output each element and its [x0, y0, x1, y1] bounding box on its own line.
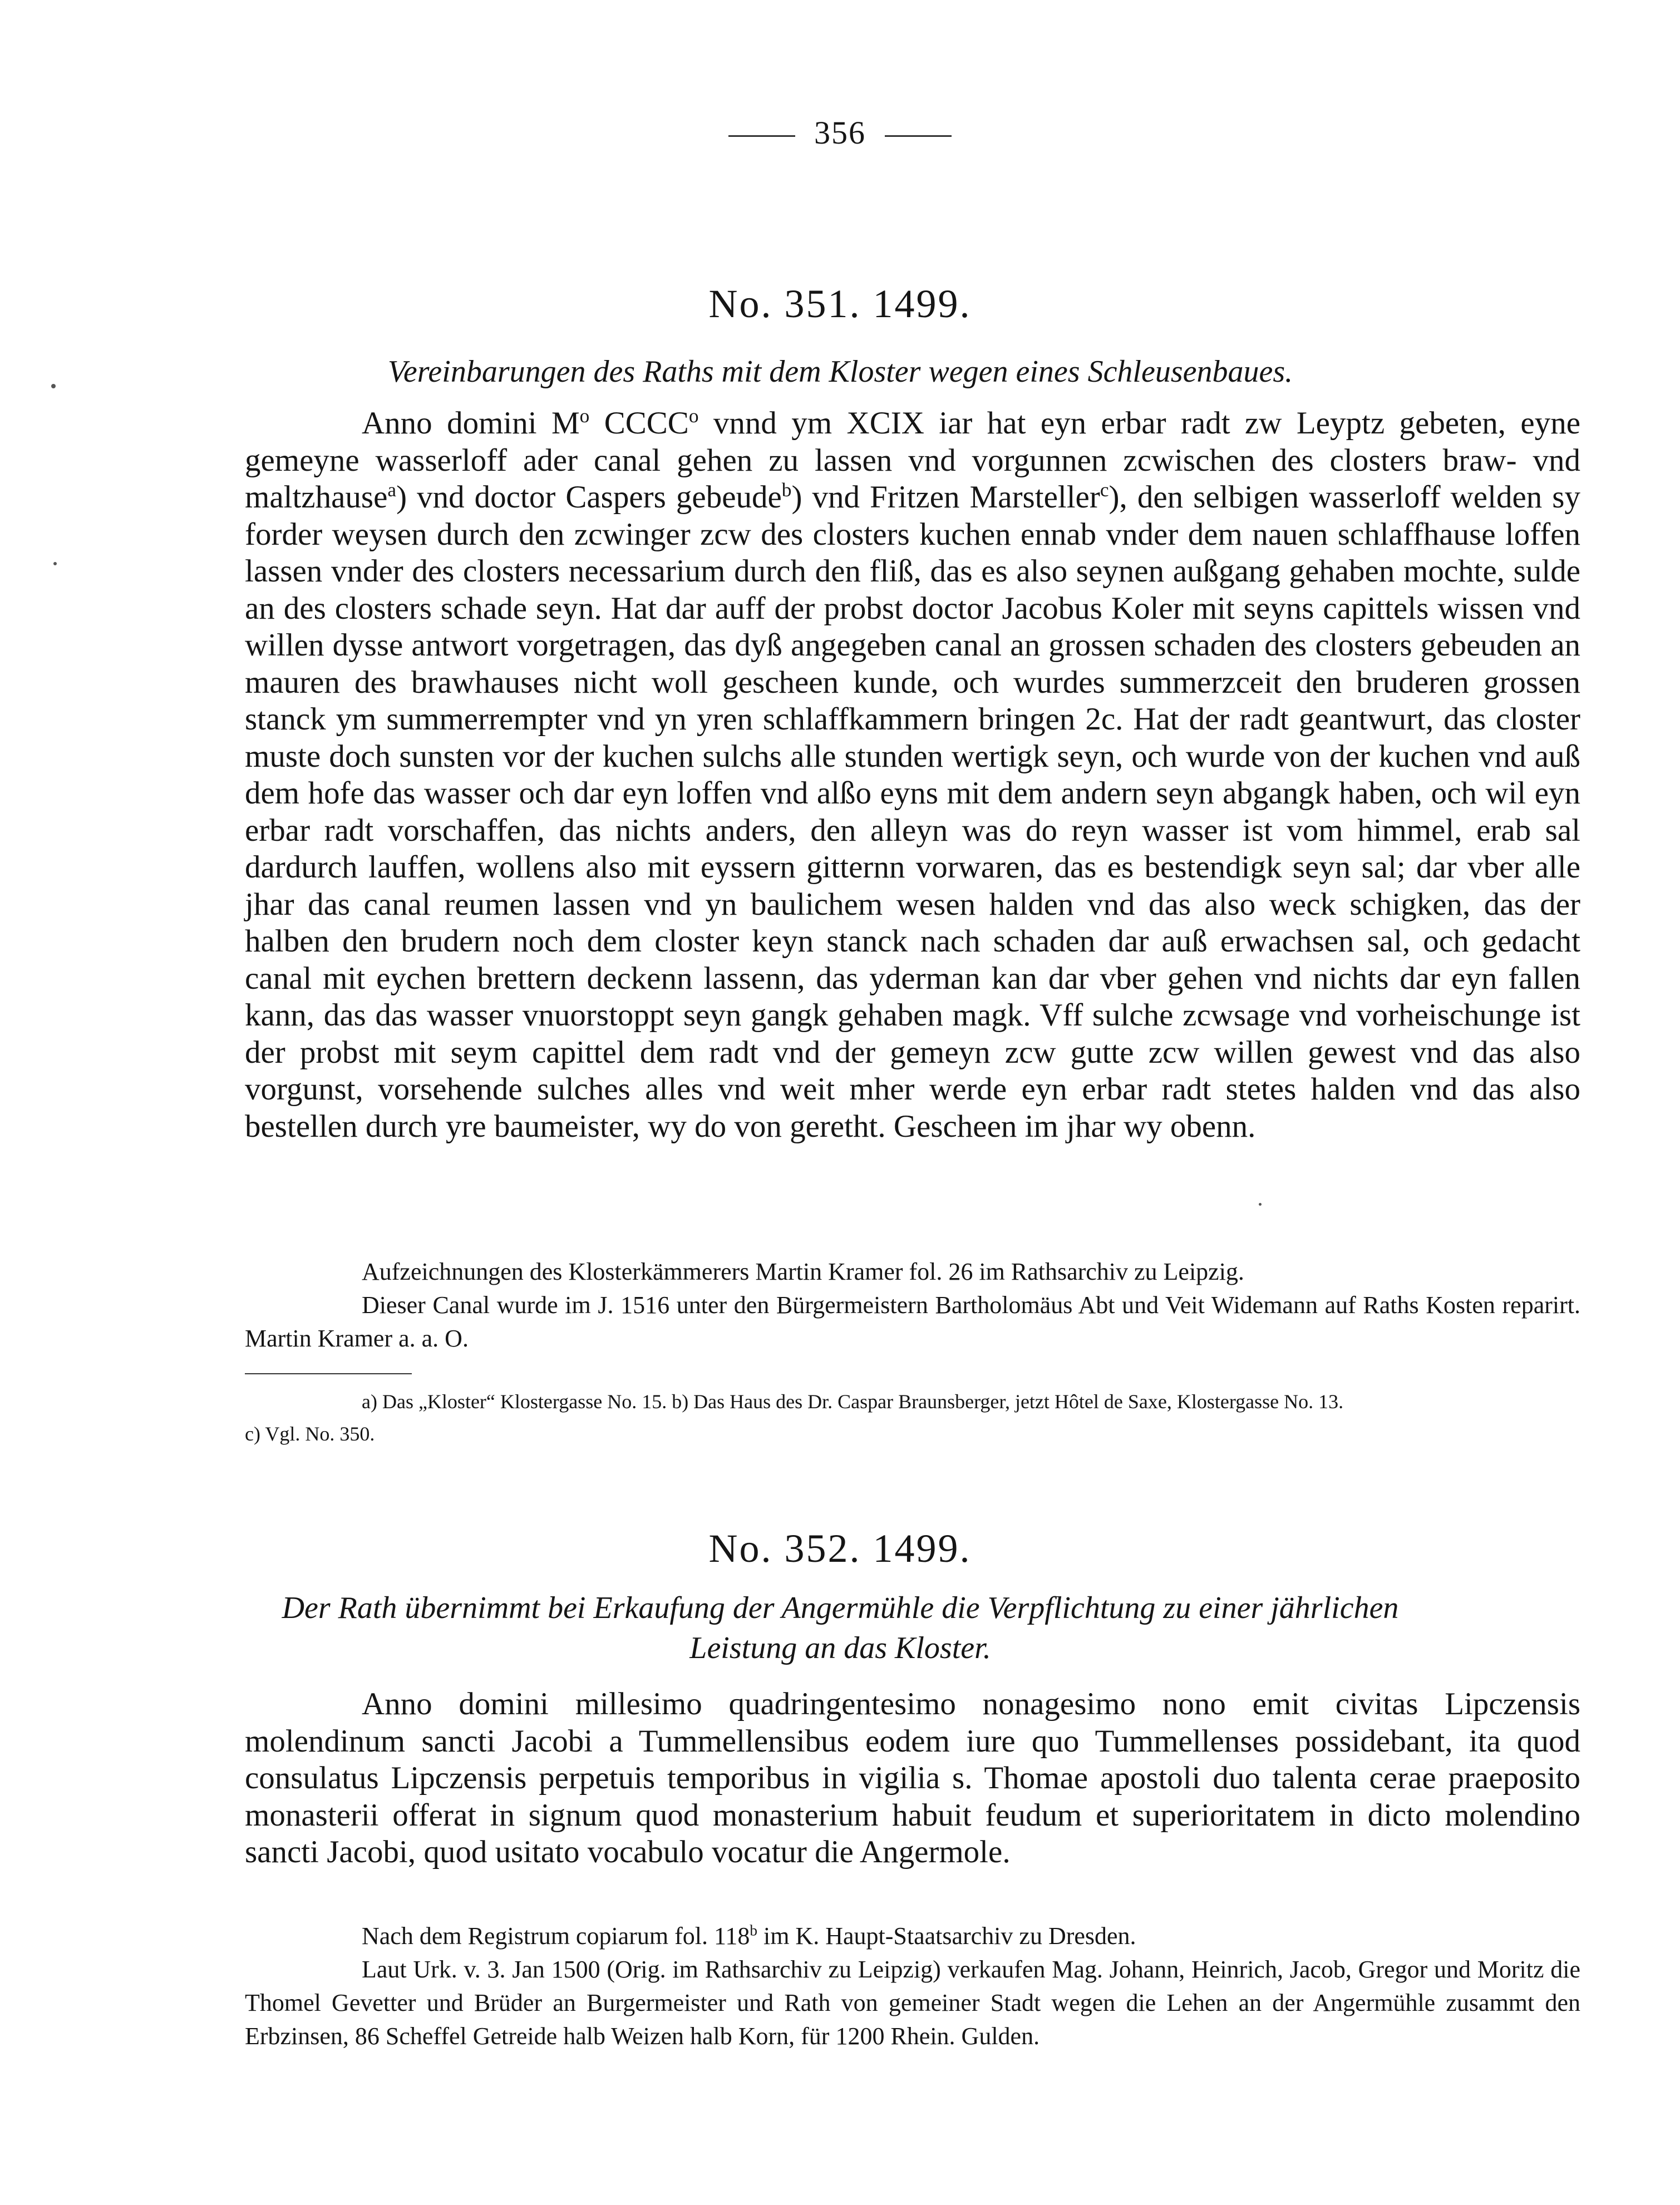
superscript: o: [579, 405, 590, 427]
doc-351-notes: [245, 1255, 1580, 1355]
doc-352-subtitle-line-2: Leistung an das Kloster.: [689, 1631, 991, 1665]
body-text-segment: ) vnd Fritzen Marsteller: [791, 480, 1100, 515]
scan-speck: [1259, 1203, 1262, 1206]
doc-351-source-note: Aufzeichnungen des Klosterkämmerers Martin Kramer fol. 26 im Rathsarchiv zu Leipzig.: [362, 1258, 1244, 1285]
doc-352-source-note: [245, 1920, 1580, 1953]
footnote-rule: [245, 1373, 412, 1374]
footnote-marker-c: c: [1100, 479, 1109, 501]
body-text-segment: ) vnd doctor Caspers gebeude: [396, 480, 782, 515]
footnote-marker-a: a: [387, 479, 397, 501]
doc-351-footnotes: [245, 1385, 1580, 1450]
doc-352-sale-note: Laut Urk. v. 3. Jan 1500 (Orig. im Rathsarchiv zu Leipzig) verkaufen Mag. Johann, Heinrich, Jacob, Gregor und Moritz die Thomel Gevetter und Brüder an Burgermeister und Rath von gemeiner Stadt wegen die Lehen an der Angermühle zusammt den Erbzinsen, 86 Scheffel Getreide halb Weizen halb Korn, für 1200 Rhein. Gulden.: [245, 1956, 1580, 2050]
footnote-a-b: a) Das „Kloster“ Klostergasse No. 15. b) Das Haus des Dr. Caspar Braunsberger, jetzt Hôtel de Saxe, Klostergasse No. 13.: [362, 1390, 1344, 1413]
page-number: 356: [814, 115, 866, 151]
body-text-segment: vnnd ym XCIX iar hat eyn erbar radt zw Leyptz gebeten, eyne gemeyne wasserloff ader canal gehen zu lassen vnd vorgunnen zcwischen des closters braw- vnd maltzhause: [245, 406, 1581, 515]
footnote-marker-b: b: [781, 479, 792, 501]
header-dash-right: [885, 135, 952, 137]
doc-352-notes: [245, 1920, 1580, 2053]
doc-352-title: No. 352. 1499.: [708, 1526, 972, 1571]
doc-351-body: [245, 405, 1580, 1145]
page-header: [0, 114, 1680, 151]
body-text-segment: ), den selbigen wasserloff welden sy forder weysen durch den zcwinger zcw des closters kuchen ennab vnder dem nauen schlaffhause loffen lassen vnder des closters necessarium durch den fliß, das es also seynen außgang gehaben mochte, sulde an des closters schade seyn. Hat dar auff der probst doctor Jacobus Koler mit seyns capittels wissen vnd willen dysse antwort vorgetragen, das dyß angegeben canal an grossen schaden des closters gebeuden an mauren des brawhauses nicht woll gescheen kunde, och wurdes summerzceit den bruderen grossen stanck ym summerrempter vnd yn yren schlaffkammern bringen 2c. Hat der radt geantwurt, das closter muste doch sunsten vor der kuchen sulchs alle stunden wertigk seyn, och wurde von der kuchen vnd auß dem hofe das wasser och dar eyn loffen vnd alßo eyns mit dem andern seyn abgangk haben, och wil eyn erbar radt vorschaffen, das nichts anders, den alleyn was do reyn wasser ist vom himmel, erab sal dardurch lauffen, wollens also mit eyssern gitternn vorwaren, das es bestendigk seyn sal; dar vber alle jhar das canal reumen lassen vnd yn baulichem wesen halden vnd das also weck schigken, das der halben den brudern noch dem closter keyn stanck nach schaden dar auß erwachsen sal, och gedacht canal mit eychen brettern deckenn lassenn, das yderman kan dar vber gehen vnd nichts dar eyn fallen kann, das das wasser vnuorstoppt seyn gangk gehaben magk. Vff sulche zcwsage vnd vorheischunge ist der probst mit seym capittel dem radt vnd der gemeyn zcw gutte zcw willen gewest vnd das also vorgunst, vorsehende sulches alles vnd weit mher werde eyn erbar radt stetes halden vnd das also bestellen durch yre baumeister, wy do von geretht. Gescheen im jhar wy obenn.: [245, 480, 1580, 1144]
doc-351-title: No. 351. 1499.: [708, 282, 972, 326]
scan-speck: [53, 562, 57, 565]
note-text-segment: im K. Haupt-Staatsarchiv zu Dresden.: [757, 1922, 1136, 1950]
scan-speck: [51, 384, 56, 388]
body-text-segment: CCCC: [589, 406, 689, 441]
superscript: o: [688, 405, 699, 427]
doc-352-subtitle: [234, 1588, 1447, 1668]
doc-352-paragraph: Anno domini millesimo quadringentesimo nonagesimo nono emit civitas Lipczensis molendinum sancti Jacobi a Tummellensibus eodem iure quo Tummellenses possidebant, ita quod consulatus Lipczensis perpetuis temporibus in vigilia s. Thomae apostoli duo talenta cerae praeposito monasterii offerat in signum quod monasterium habuit feudum et superioritatem in dicto molendino sancti Jacobi, quod usitato vocabulo vocatur die Angermole.: [245, 1686, 1580, 1869]
footnote-c: c) Vgl. No. 350.: [245, 1423, 375, 1445]
doc-351-paragraph: [245, 405, 1580, 1145]
header-dash-left: [728, 135, 795, 137]
superscript: b: [750, 1922, 757, 1939]
doc-351-subtitle: Vereinbarungen des Raths mit dem Kloster wegen eines Schleusenbaues.: [387, 354, 1293, 389]
body-text-segment: Anno domini M: [362, 406, 580, 441]
doc-351-repair-note: Dieser Canal wurde im J. 1516 unter den Bürgermeistern Bartholomäus Abt und Veit Widemann auf Raths Kosten reparirt. Martin Kramer a. a. O.: [245, 1291, 1580, 1352]
note-text-segment: Nach dem Registrum copiarum fol. 118: [362, 1922, 750, 1950]
doc-352-subtitle-line-1: Der Rath übernimmt bei Erkaufung der Angermühle die Verpflichtung zu einer jährlichen: [282, 1591, 1399, 1625]
doc-352-body: [245, 1686, 1580, 1871]
